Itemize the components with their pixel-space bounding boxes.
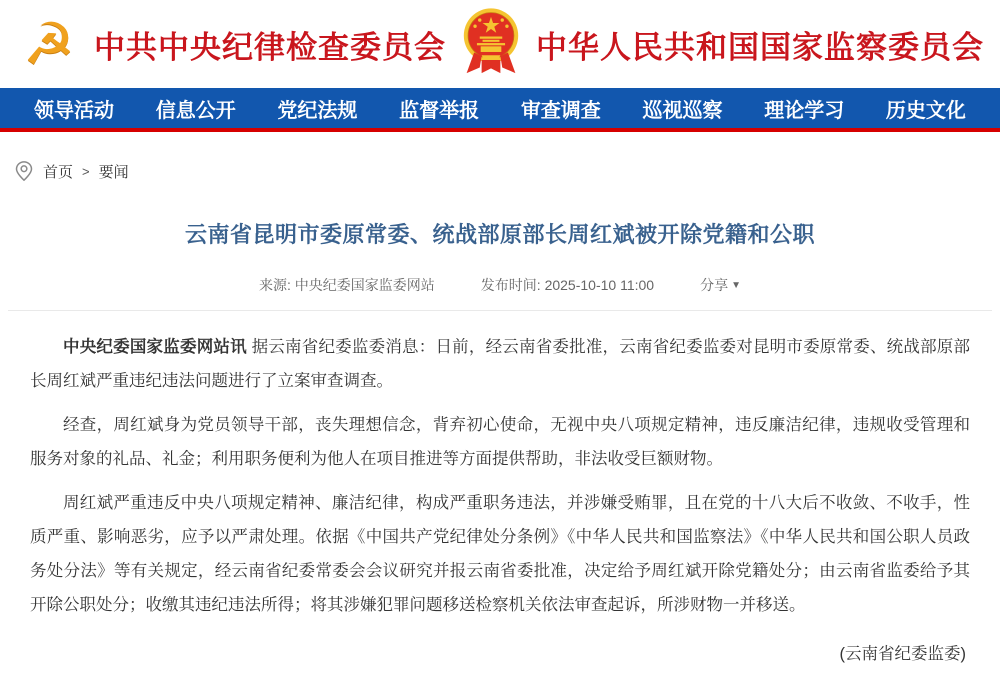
article-publish-time: 发布时间: 2025-10-10 11:00 [480,277,655,293]
breadcrumb-home[interactable]: 首页 [43,163,74,181]
article-source: 来源: 中央纪委国家监委网站 [259,277,435,293]
brand-ccdi-title: 中共中央纪律检查委员会 [94,29,446,65]
brand-nsc-title: 中华人民共和国国家监察委员会 [536,29,984,65]
article-attribution: (云南省纪委监委) [839,645,966,663]
main-nav [0,88,1000,132]
paragraph: 中央纪委国家监委网站讯 据云南省纪委监委消息：日前，经云南省委批准，云南省纪委监委对昆明市委原常委、统战部原部长周红斌严重违纪违法问题进行了立案审查调查。 [30,338,970,390]
brand-ccdi[interactable] [16,7,446,81]
article-meta [0,275,1000,295]
nav-item-investigation[interactable]: 审查调查 [520,99,601,122]
breadcrumb [0,132,1000,182]
paragraph: 周红斌严重违反中央八项规定精神、廉洁纪律，构成严重职务违法，并涉嫌受贿罪，且在党的十八大后不收敛、不收手，性质严重、影响恶劣，应予以严肃处理。依据《中国共产党纪律处分条例》《中华人民共和国监察法》《中华人民共和国公职人员政务处分法》等有关规定，经云南省纪委常委会会议研究并报云南省委批准，决定给予周红斌开除党籍处分；由云南省监委给予其开除公职处分；收缴其违纪违法所得；将其涉嫌犯罪问题移送检察机关依法审查起诉，所涉财物一并移送。 [30,494,970,614]
nav-item-history-culture[interactable]: 历史文化 [885,99,966,122]
nav-item-theory-study[interactable]: 理论学习 [764,99,845,122]
national-emblem-icon [458,7,524,81]
paragraph-lead: 中央纪委国家监委网站讯 [63,338,247,356]
nav-item-party-rules[interactable]: 党纪法规 [277,99,358,122]
nav-item-supervision-report[interactable]: 监督举报 [399,99,480,122]
breadcrumb-separator: > [82,163,90,179]
chevron-down-icon: ▼ [731,279,741,291]
nav-item-info-disclosure[interactable]: 信息公开 [155,99,236,122]
party-emblem-icon: ☭ [23,10,75,78]
share-button[interactable]: 分享 ▼ [700,277,741,293]
nav-item-inspection[interactable]: 巡视巡察 [642,99,723,122]
location-pin-icon [14,160,34,182]
nav-item-leadership[interactable]: 领导活动 [34,99,114,122]
site-header [0,0,1000,88]
article-body [0,311,1000,622]
article-title: 云南省昆明市委原常委、统战部原部长周红斌被开除党籍和公职 [184,222,815,247]
brand-nsc[interactable] [458,7,984,81]
paragraph: 经查，周红斌身为党员领导干部，丧失理想信念，背弃初心使命，无视中央八项规定精神，违反廉洁纪律，违规收受管理和服务对象的礼品、礼金；利用职务便利为他人在项目推进等方面提供帮助，非法收受巨额财物。 [30,416,970,468]
breadcrumb-current[interactable]: 要闻 [98,163,129,181]
